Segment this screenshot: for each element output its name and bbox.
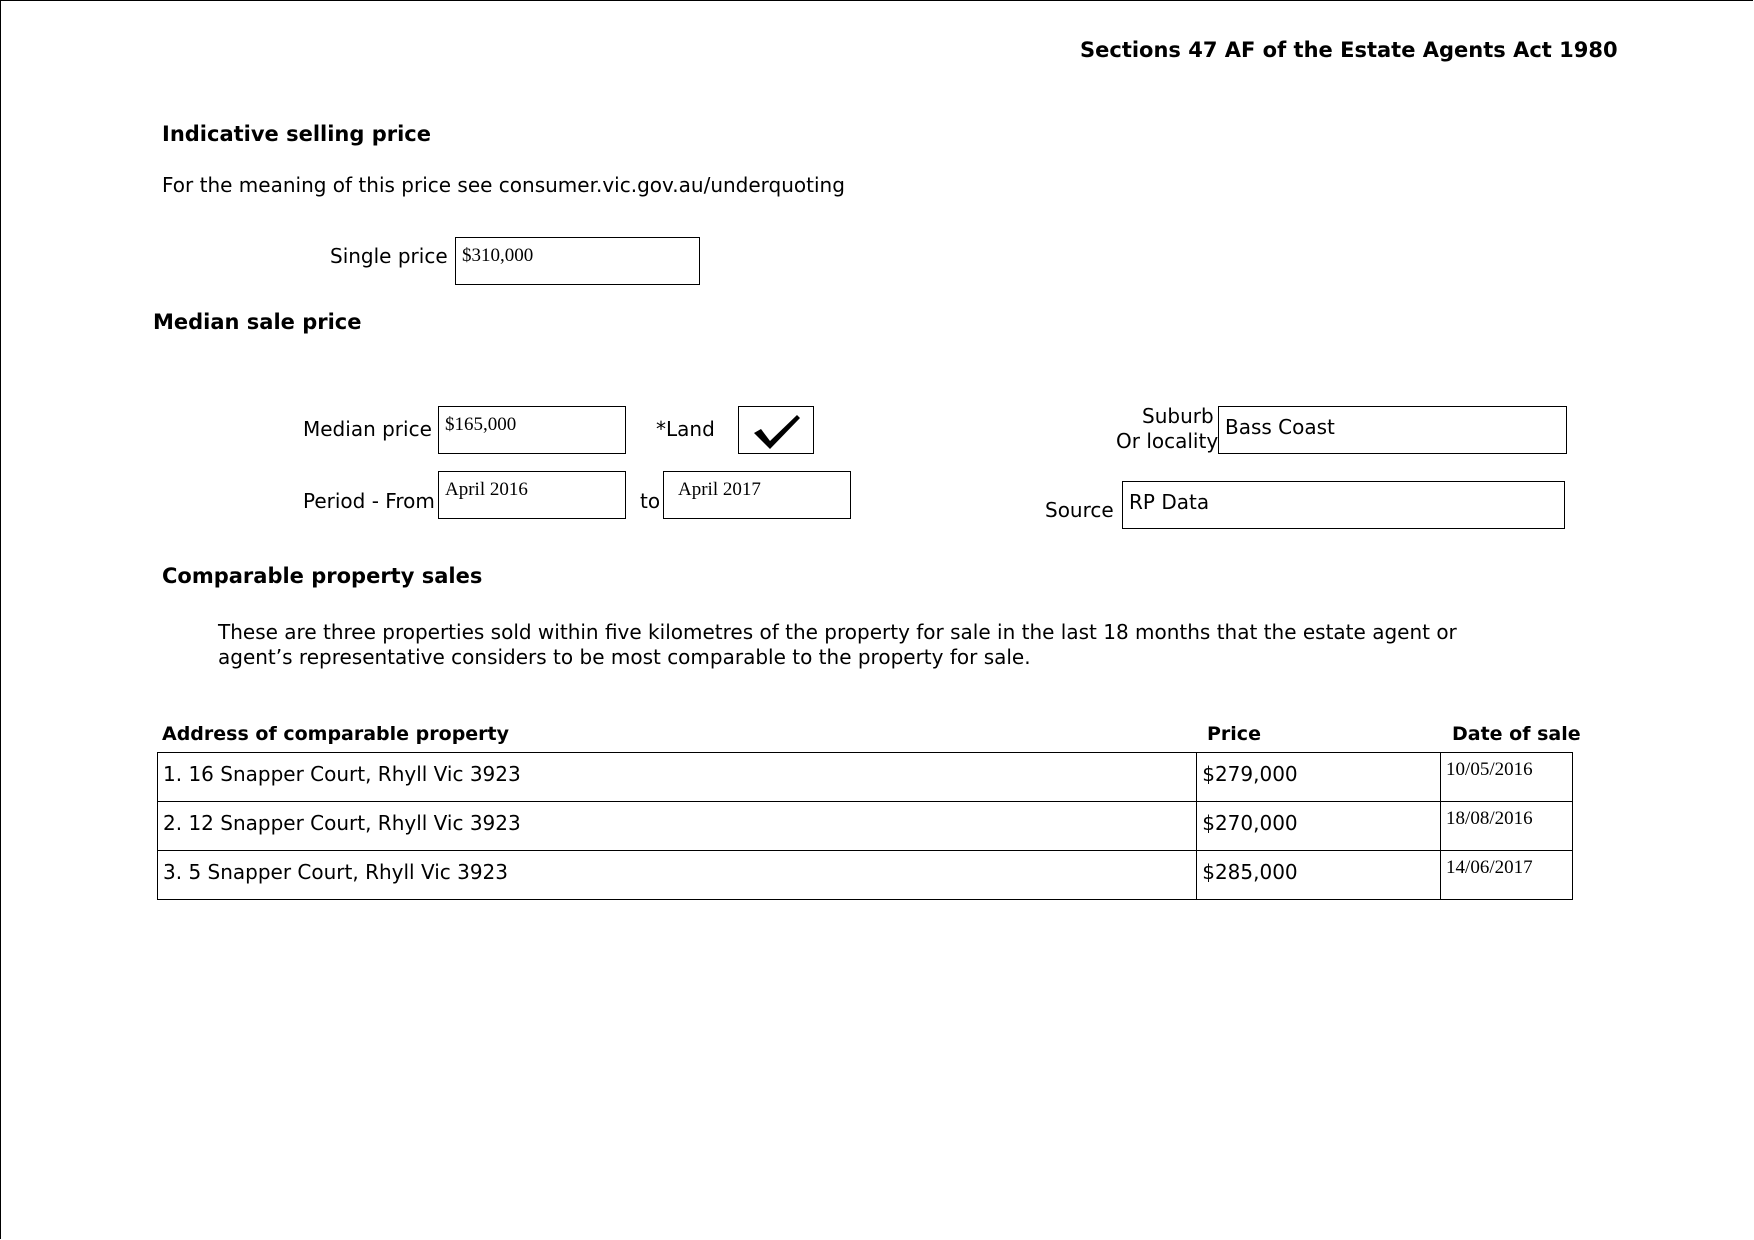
address-text: 1. 16 Snapper Court, Rhyll Vic 3923 bbox=[163, 762, 521, 786]
column-header-date: Date of sale bbox=[1452, 723, 1581, 745]
address-cell bbox=[158, 753, 1197, 802]
comparable-description-line1: These are three properties sold within five kilometres of the property for sale in the last 18 months that the estate agent or bbox=[218, 620, 1457, 644]
source-value: RP Data bbox=[1129, 490, 1210, 514]
comparable-sales-table bbox=[157, 752, 1573, 900]
land-label: *Land bbox=[656, 417, 715, 441]
price-text: $285,000 bbox=[1202, 860, 1298, 884]
period-to-field[interactable] bbox=[663, 471, 851, 519]
median-heading: Median sale price bbox=[153, 310, 362, 334]
act-title: Sections 47 AF of the Estate Agents Act 1980 bbox=[1080, 38, 1618, 62]
single-price-field[interactable] bbox=[455, 237, 700, 285]
single-price-value: $310,000 bbox=[462, 245, 534, 266]
address-text: 3. 5 Snapper Court, Rhyll Vic 3923 bbox=[163, 860, 509, 884]
median-price-field[interactable] bbox=[438, 406, 626, 454]
suburb-label-line2: Or locality bbox=[1116, 429, 1219, 453]
table-row bbox=[158, 851, 1573, 900]
to-label: to bbox=[640, 489, 661, 513]
suburb-field[interactable] bbox=[1218, 406, 1567, 454]
source-label: Source bbox=[1045, 498, 1114, 522]
column-header-price: Price bbox=[1207, 723, 1261, 745]
period-from-field[interactable] bbox=[438, 471, 626, 519]
comparable-heading: Comparable property sales bbox=[162, 564, 483, 588]
address-cell bbox=[158, 851, 1197, 900]
date-cell bbox=[1441, 851, 1573, 900]
comparable-description-line2: agent’s representative considers to be most comparable to the property for sale. bbox=[218, 645, 1031, 669]
median-price-value: $165,000 bbox=[445, 414, 517, 435]
period-from-value: April 2016 bbox=[445, 479, 528, 500]
suburb-label-line1: Suburb bbox=[1142, 404, 1214, 428]
price-text: $270,000 bbox=[1202, 811, 1298, 835]
table-row bbox=[158, 753, 1573, 802]
date-text: 14/06/2017 bbox=[1446, 857, 1533, 878]
price-cell bbox=[1197, 753, 1441, 802]
median-price-label: Median price bbox=[303, 417, 432, 441]
indicative-heading: Indicative selling price bbox=[162, 122, 432, 146]
period-from-label: Period - From bbox=[303, 489, 435, 513]
period-to-value: April 2017 bbox=[678, 479, 761, 500]
table-row bbox=[158, 802, 1573, 851]
column-header-address: Address of comparable property bbox=[162, 723, 510, 745]
source-field[interactable] bbox=[1122, 481, 1565, 529]
indicative-description: For the meaning of this price see consumer.vic.gov.au/underquoting bbox=[162, 173, 845, 197]
date-text: 10/05/2016 bbox=[1446, 759, 1533, 780]
price-cell bbox=[1197, 802, 1441, 851]
checkmark-icon bbox=[751, 411, 803, 451]
address-cell bbox=[158, 802, 1197, 851]
price-text: $279,000 bbox=[1202, 762, 1298, 786]
date-cell bbox=[1441, 802, 1573, 851]
land-checkbox[interactable] bbox=[738, 406, 814, 454]
date-cell bbox=[1441, 753, 1573, 802]
single-price-label: Single price bbox=[330, 244, 448, 268]
date-text: 18/08/2016 bbox=[1446, 808, 1533, 829]
price-cell bbox=[1197, 851, 1441, 900]
address-text: 2. 12 Snapper Court, Rhyll Vic 3923 bbox=[163, 811, 521, 835]
suburb-value: Bass Coast bbox=[1225, 415, 1335, 439]
